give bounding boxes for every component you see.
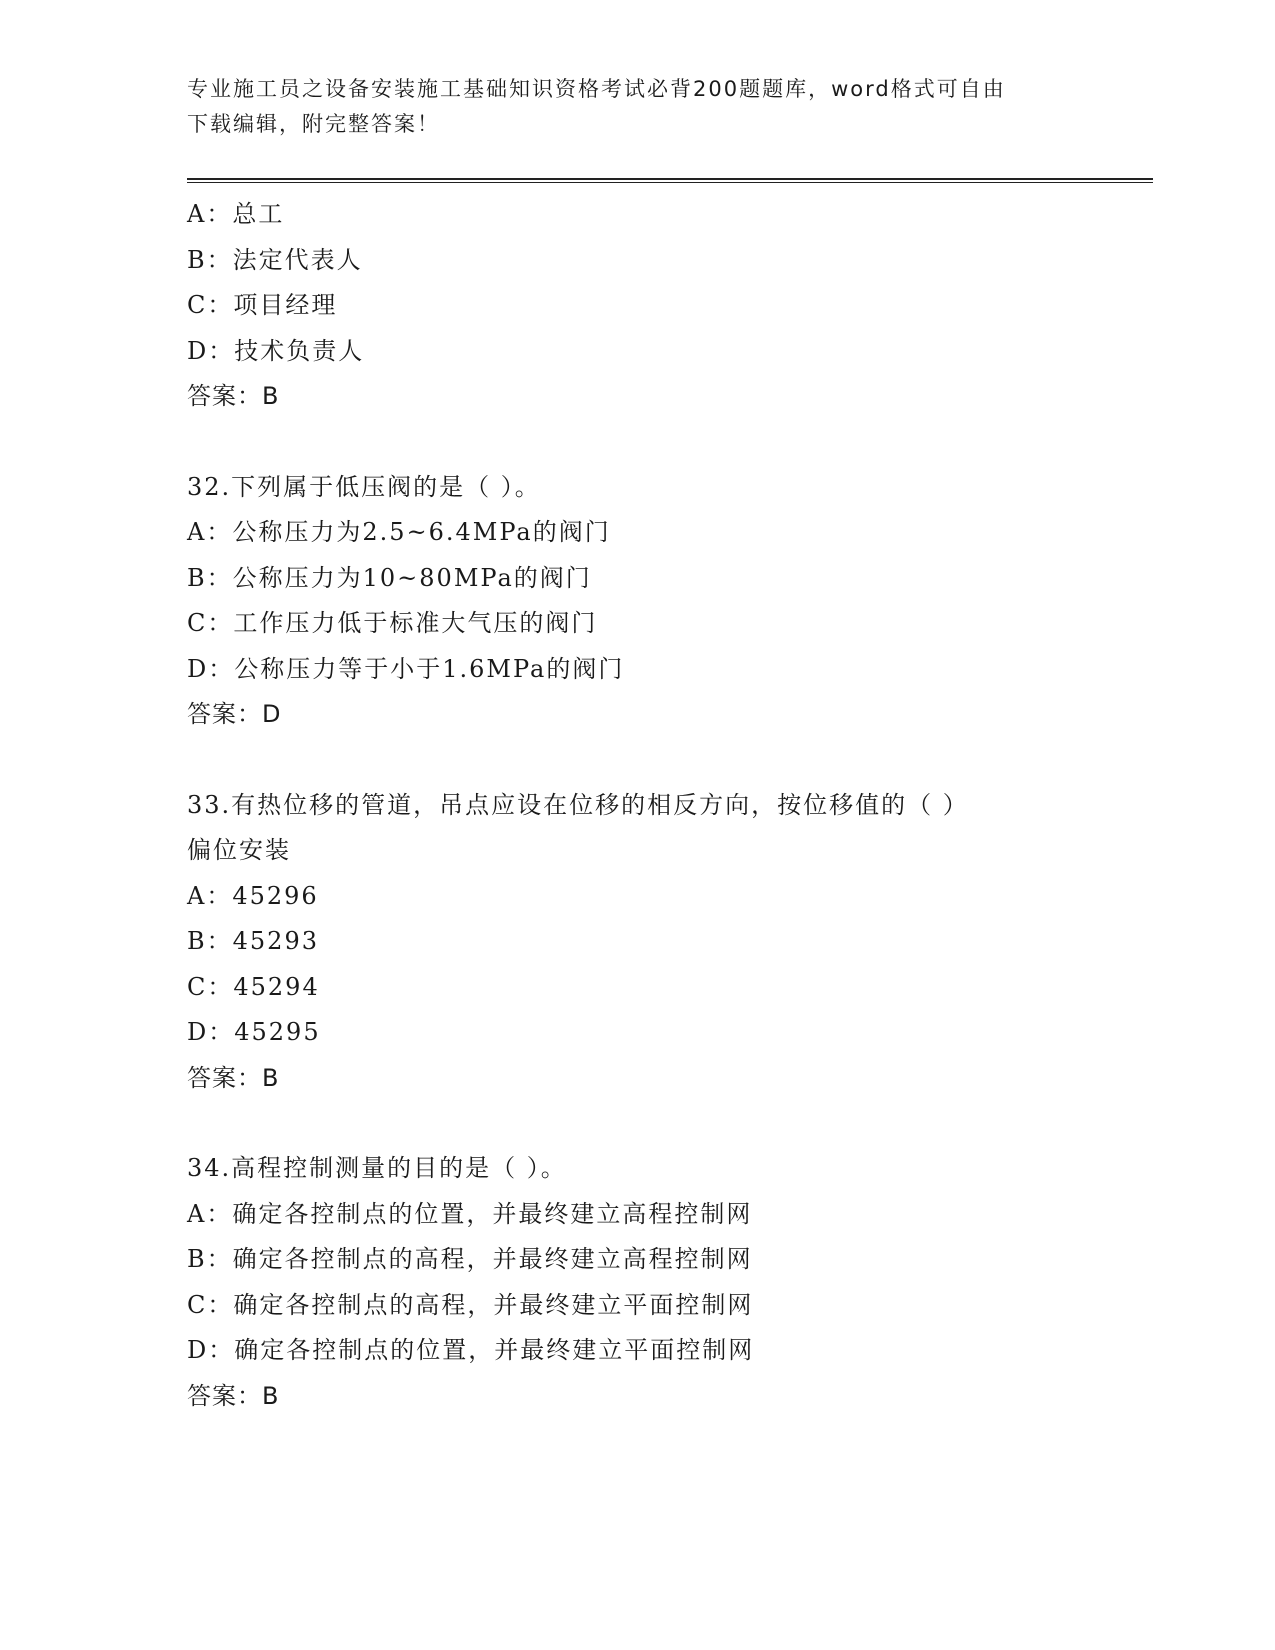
question-31 <box>187 192 1153 420</box>
spacer <box>187 420 1153 465</box>
question-32 <box>187 465 1153 738</box>
option-c: C：工作压力低于标准大气压的阀门 <box>187 609 598 637</box>
option-d: D：45295 <box>187 1018 321 1046</box>
option-b: B：公称压力为10~80MPa的阀门 <box>187 563 592 592</box>
option-c: C：项目经理 <box>187 291 338 319</box>
answer: 答案：B <box>187 1381 280 1410</box>
question-33 <box>187 783 1153 1102</box>
header-line-1: 专业施工员之设备安装施工基础知识资格考试必背200题题库，word格式可自由 <box>187 77 1006 101</box>
question-stem: 34.高程控制测量的目的是（ ）。 <box>187 1154 567 1182</box>
spacer <box>187 1101 1153 1146</box>
option-b: B：法定代表人 <box>187 245 363 274</box>
spacer <box>187 738 1153 783</box>
option-a: A：公称压力为2.5~6.4MPa的阀门 <box>187 518 611 546</box>
option-d: D：技术负责人 <box>187 336 365 365</box>
option-a: A：确定各控制点的位置，并最终建立高程控制网 <box>187 1199 753 1228</box>
answer: 答案：B <box>187 382 280 410</box>
question-stem-continued: 偏位安装 <box>187 836 291 864</box>
header-divider <box>187 178 1153 183</box>
option-b: B：45293 <box>187 927 319 955</box>
question-stem: 33.有热位移的管道，吊点应设在位移的相反方向，按位移值的（ ） <box>187 790 969 819</box>
answer: 答案：D <box>187 700 282 728</box>
header-line-2: 下载编辑，附完整答案！ <box>187 112 440 136</box>
option-a: A：45296 <box>187 881 319 910</box>
document-header <box>187 72 1087 142</box>
option-c: C：45294 <box>187 972 320 1001</box>
option-a: A：总工 <box>187 200 285 228</box>
question-stem: 32.下列属于低压阀的是（ ）。 <box>187 472 541 501</box>
answer: 答案：B <box>187 1063 280 1092</box>
option-c: C：确定各控制点的高程，并最终建立平面控制网 <box>187 1290 754 1319</box>
question-list <box>187 192 1153 1419</box>
option-d: D：确定各控制点的位置，并最终建立平面控制网 <box>187 1336 755 1364</box>
option-d: D：公称压力等于小于1.6MPa的阀门 <box>187 654 625 683</box>
option-b: B：确定各控制点的高程，并最终建立高程控制网 <box>187 1245 753 1273</box>
question-34 <box>187 1146 1153 1419</box>
